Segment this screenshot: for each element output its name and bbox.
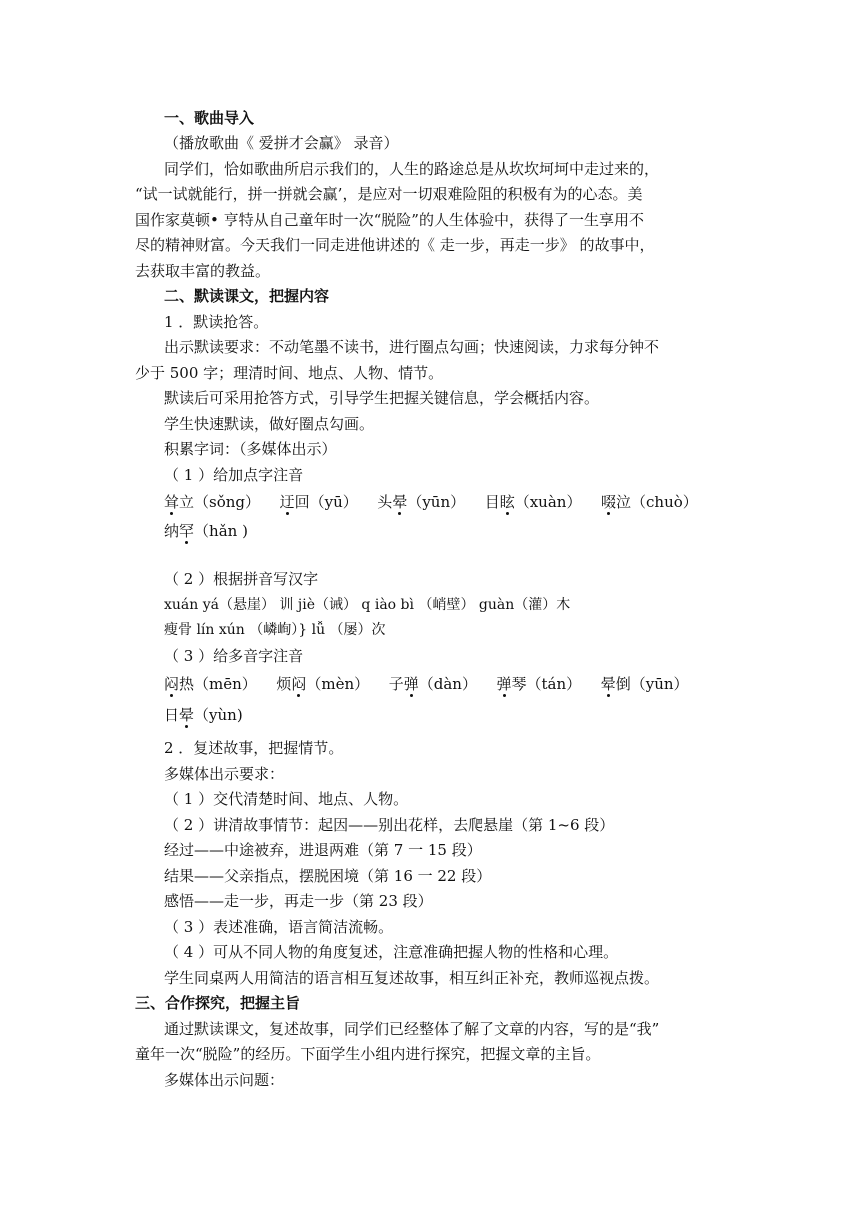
- paragraph-line: 默读后可采用抢答方式，引导学生把握关键信息，学会概括内容。: [164, 389, 600, 407]
- vocab-text: （hǎn ): [194, 522, 248, 540]
- vocab-item: [164, 493, 260, 511]
- paragraph-line: 尽的精神财富。今天我们一同走进他讲述的《 走一步，再走一步》 的故事中，: [135, 236, 655, 254]
- vocab-row: 瘦骨 lín xún （嶙峋）} lǚ （屡）次: [164, 622, 386, 638]
- subheading: （ 2 ）根据拼音写汉字: [164, 570, 319, 588]
- paragraph-line: 通过默读课文，复述故事，同学们已经整体了解了文章的内容，写的是“我”: [164, 1020, 660, 1038]
- vocab-text: 热（mēn）: [179, 675, 257, 693]
- vocab-text: 烦: [276, 675, 292, 693]
- vocab-text: 纳: [164, 522, 180, 540]
- vocab-row: xuán yá（悬崖） 训 jiè（诫） q iào bì （峭壁） guàn（灌）木: [164, 597, 571, 613]
- list-item: 1 ．默读抢答。: [164, 313, 269, 331]
- requirement-item: （ 4 ）可从不同人物的角度复述，注意准确把握人物的性格和心理。: [164, 943, 619, 961]
- plot-stage: 经过——中途被弃，进退两难（第 7 一 15 段）: [164, 841, 482, 859]
- paragraph-line: 多媒体出示问题：: [164, 1071, 285, 1089]
- vocab-text: 日: [164, 706, 180, 724]
- dotted-char: 眩: [499, 493, 515, 511]
- subheading: （ 3 ）给多音字注音: [164, 647, 304, 665]
- paragraph-line: “试一试就能行，拼一拼就会赢’，是应对一切艰难险阻的积极有为的心态。美: [135, 185, 643, 203]
- paragraph-line: 多媒体出示要求：: [164, 765, 285, 783]
- section-heading-reading: 二、默读课文，把握内容: [164, 287, 330, 305]
- vocab-text: （yūn）: [407, 493, 466, 511]
- dotted-char: 晕: [179, 706, 195, 724]
- dotted-char: 弹: [403, 675, 419, 693]
- paragraph-line: 国作家莫顿• 亨特从自己童年时一次“脱险”的人生体验中，获得了一生享用不: [135, 211, 644, 229]
- vocab-text: （yùn): [194, 706, 243, 724]
- dotted-char: 罕: [179, 522, 195, 540]
- vocab-item: [601, 493, 698, 511]
- vocab-item: [601, 675, 689, 693]
- vocab-row: [164, 520, 248, 542]
- vocab-item: [164, 675, 257, 693]
- dotted-char: 弹: [496, 675, 512, 693]
- vocab-text: 头: [377, 493, 393, 511]
- paragraph-line: 少于 500 字；理清时间、地点、人物、情节。: [135, 364, 444, 382]
- vocab-text: 子: [388, 675, 404, 693]
- subheading: （ 1 ）给加点字注音: [164, 466, 304, 484]
- section-heading-inquiry: 三、合作探究，把握主旨: [135, 994, 301, 1012]
- dotted-char: 晕: [392, 493, 408, 511]
- vocab-text: 泣（chuò）: [616, 493, 698, 511]
- requirement-item: （ 2 ）讲清故事情节：起因——别出花样，去爬悬崖（第 1~6 段）: [164, 816, 615, 834]
- dotted-char: 晕: [600, 675, 616, 693]
- vocab-row: [164, 673, 689, 695]
- paragraph-line: 出示默读要求：不动笔墨不读书，进行圈点勾画；快速阅读，力求每分钟不: [164, 338, 660, 356]
- vocab-item: [164, 706, 243, 724]
- paragraph-line: （播放歌曲《 爱拼才会赢》 录音）: [164, 134, 399, 152]
- vocab-text: 目: [484, 493, 500, 511]
- vocab-row: [164, 491, 698, 513]
- vocab-item: [164, 522, 248, 540]
- dotted-char: 迂: [279, 493, 295, 511]
- paragraph-line: 同学们，恰如歌曲所启示我们的，人生的路途总是从坎坎坷坷中走过来的，: [164, 160, 660, 178]
- vocab-text: （mèn）: [306, 675, 370, 693]
- paragraph-line: 积累字词：（多媒体出示）: [164, 440, 337, 458]
- vocab-item: [377, 493, 465, 511]
- vocab-row: [164, 704, 243, 726]
- vocab-text: 倒（yūn）: [615, 675, 689, 693]
- paragraph-line: 学生同桌两人用简洁的语言相互复述故事，相互纠正补充，教师巡视点拨。: [164, 969, 660, 987]
- requirement-item: （ 3 ）表述准确，语言简洁流畅。: [164, 918, 394, 936]
- plot-stage: 感悟——走一步，再走一步（第 23 段）: [164, 892, 433, 910]
- vocab-text: （xuàn）: [514, 493, 582, 511]
- requirement-item: （ 1 ）交代清楚时间、地点、人物。: [164, 790, 409, 808]
- vocab-text: 立（sǒng）: [179, 493, 261, 511]
- vocab-item: [497, 675, 582, 693]
- dotted-char: 闷: [164, 675, 180, 693]
- paragraph-line: 学生快速默读，做好圈点勾画。: [164, 415, 375, 433]
- dotted-char: 啜: [601, 493, 617, 511]
- vocab-item: [280, 493, 358, 511]
- vocab-item: [485, 493, 582, 511]
- list-item: 2 ．复述故事，把握情节。: [164, 739, 344, 757]
- vocab-text: 琴（tán）: [511, 675, 582, 693]
- vocab-text: （dàn）: [418, 675, 477, 693]
- vocab-item: [276, 675, 369, 693]
- plot-stage: 结果——父亲指点，摆脱困境（第 16 一 22 段）: [164, 867, 492, 885]
- paragraph-line: 去获取丰富的教益。: [135, 262, 271, 280]
- vocab-item: [389, 675, 477, 693]
- paragraph-line: 童年一次“脱险”的经历。下面学生小组内进行探究，把握文章的主旨。: [135, 1045, 601, 1063]
- dotted-char: 耸: [164, 493, 180, 511]
- dotted-char: 闷: [291, 675, 307, 693]
- section-heading-song-intro: 一、歌曲导入: [164, 109, 255, 127]
- vocab-text: 回（yū）: [294, 493, 358, 511]
